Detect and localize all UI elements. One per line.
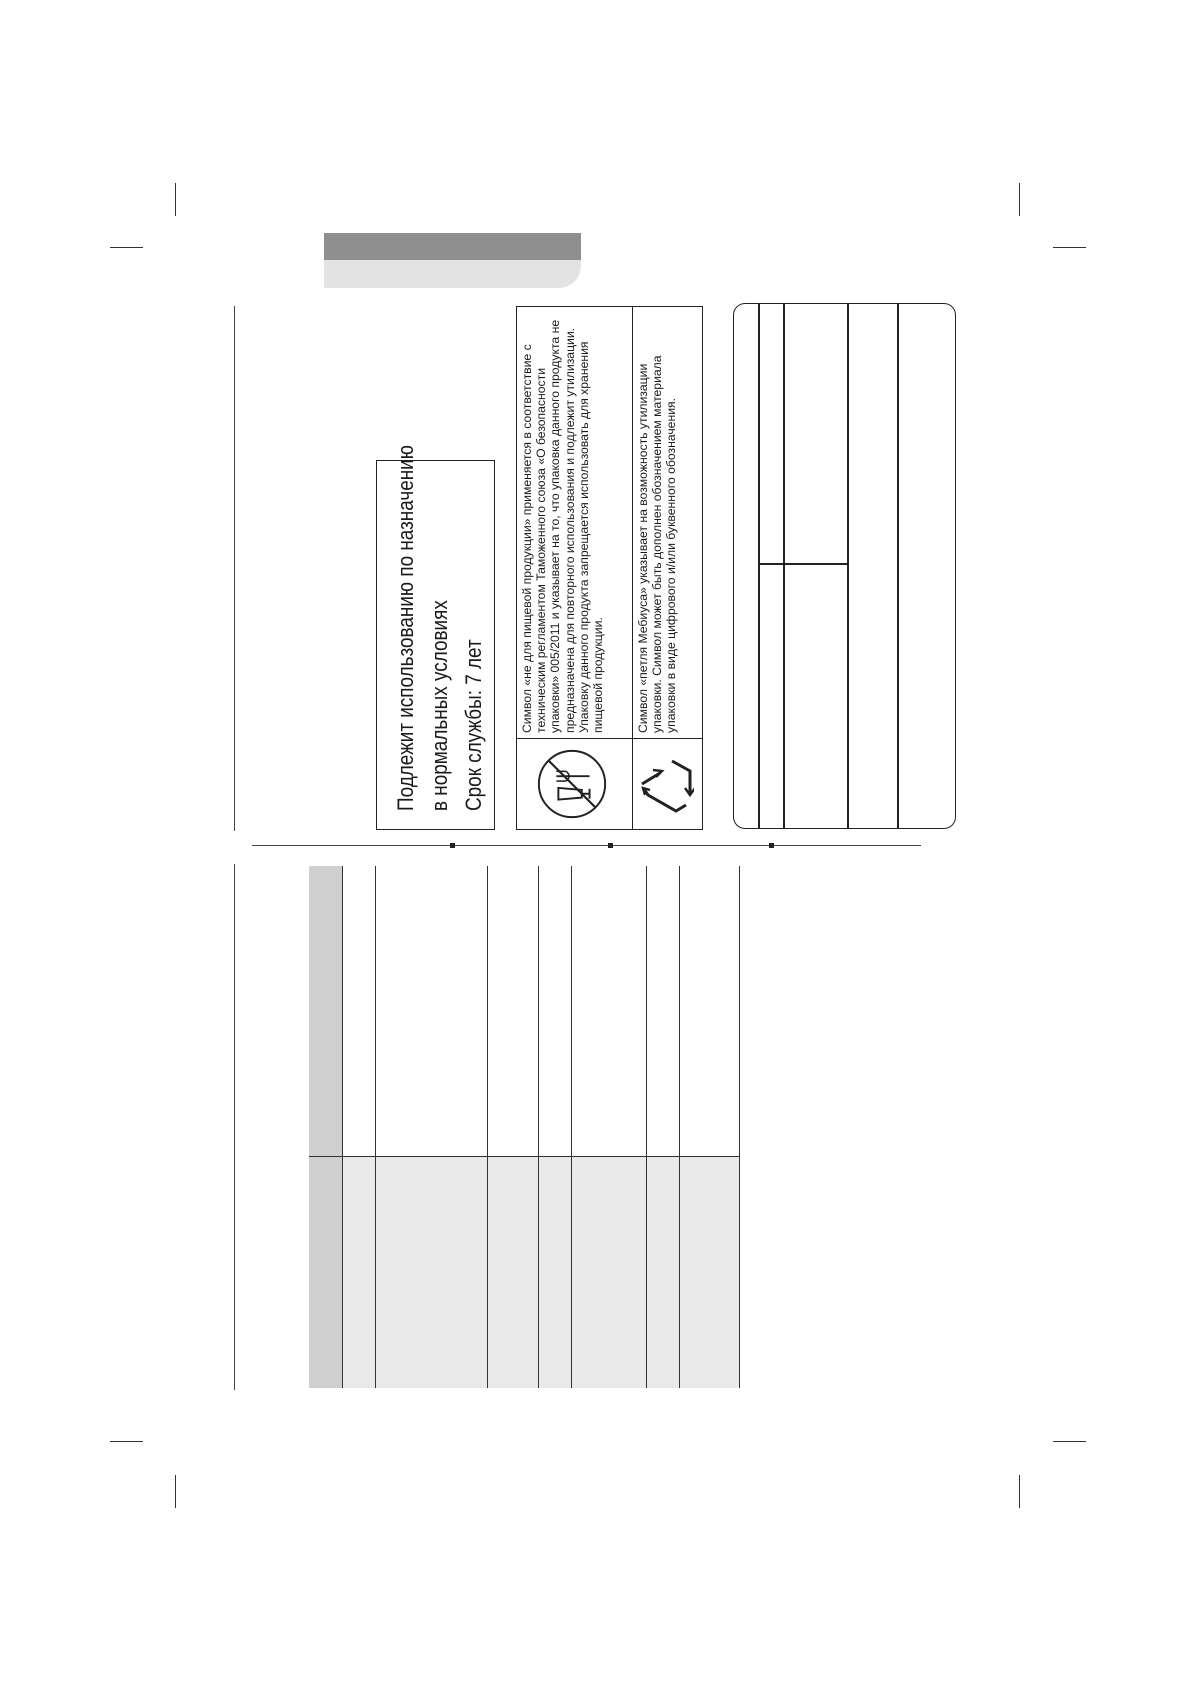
divider: [252, 845, 921, 846]
symbol-description: Символ «не для пищевой продукции» применяется в соответствие с техническим регламентом Таможенного союза «О безопасности упаковки» 005/2011 и указывает на то, что упаковка данного продукта не предназначена для повторного использования и подлежит утилизации. Упаковку данного продукта запрещается использовать для хранения пищевой продукции.: [517, 307, 633, 739]
section-tab-light: [324, 260, 581, 288]
divider-dot: [608, 843, 613, 848]
section-tab-dark: [324, 233, 581, 260]
service-life-line-1: Подлежит использованию по назначению: [393, 445, 418, 811]
divider-dot: [450, 843, 455, 848]
service-life-line-3: Срок службы: 7 лет: [461, 639, 486, 811]
table-line: [571, 866, 572, 1388]
page-rule: [234, 864, 235, 1390]
symbol-description: Символ «петля Мебиуса» указывает на возможность утилизации упаковки. Символ может быть дополнен обозначением материала упаковки в виде цифрового и/или буквенного обозначения.: [633, 307, 703, 739]
spec-table: [309, 866, 740, 1388]
table-line: [487, 866, 488, 1388]
crop-mark: [175, 183, 176, 216]
table-line: [783, 303, 785, 829]
symbol-icon-cell: [633, 739, 703, 830]
crop-mark: [1053, 1441, 1086, 1442]
table-line: [375, 866, 376, 1388]
service-life-box: [376, 445, 495, 830]
table-line: [758, 563, 847, 565]
symbol-row: [517, 307, 633, 830]
table-line: [679, 866, 680, 1388]
table-line: [309, 1156, 740, 1157]
table-line: [758, 303, 760, 829]
divider-dot: [769, 843, 774, 848]
crop-mark: [110, 1441, 143, 1442]
not-for-food-icon: [533, 745, 611, 823]
table-line: [342, 866, 343, 1388]
crop-mark: [1019, 183, 1020, 216]
crop-mark: [175, 1475, 176, 1508]
mobius-loop-icon: [636, 751, 694, 817]
table-line: [538, 866, 539, 1388]
table-line: [646, 866, 647, 1388]
symbol-table-rotator: [516, 306, 703, 830]
page-rule: [234, 306, 235, 831]
crop-mark: [1053, 247, 1086, 248]
crop-mark: [110, 247, 143, 248]
service-life-line-2: в нормальных условиях: [427, 600, 452, 811]
table-column-shade: [342, 1156, 740, 1388]
table-line: [897, 303, 899, 829]
empty-table: [733, 303, 956, 829]
symbol-row: [633, 307, 703, 830]
service-life-rotator: [376, 445, 495, 830]
table-line: [739, 866, 740, 1388]
symbol-table: [516, 306, 703, 830]
symbol-icon-cell: [517, 739, 633, 830]
table-line: [847, 303, 849, 829]
table-header-shade: [309, 866, 342, 1388]
crop-mark: [1019, 1475, 1020, 1508]
